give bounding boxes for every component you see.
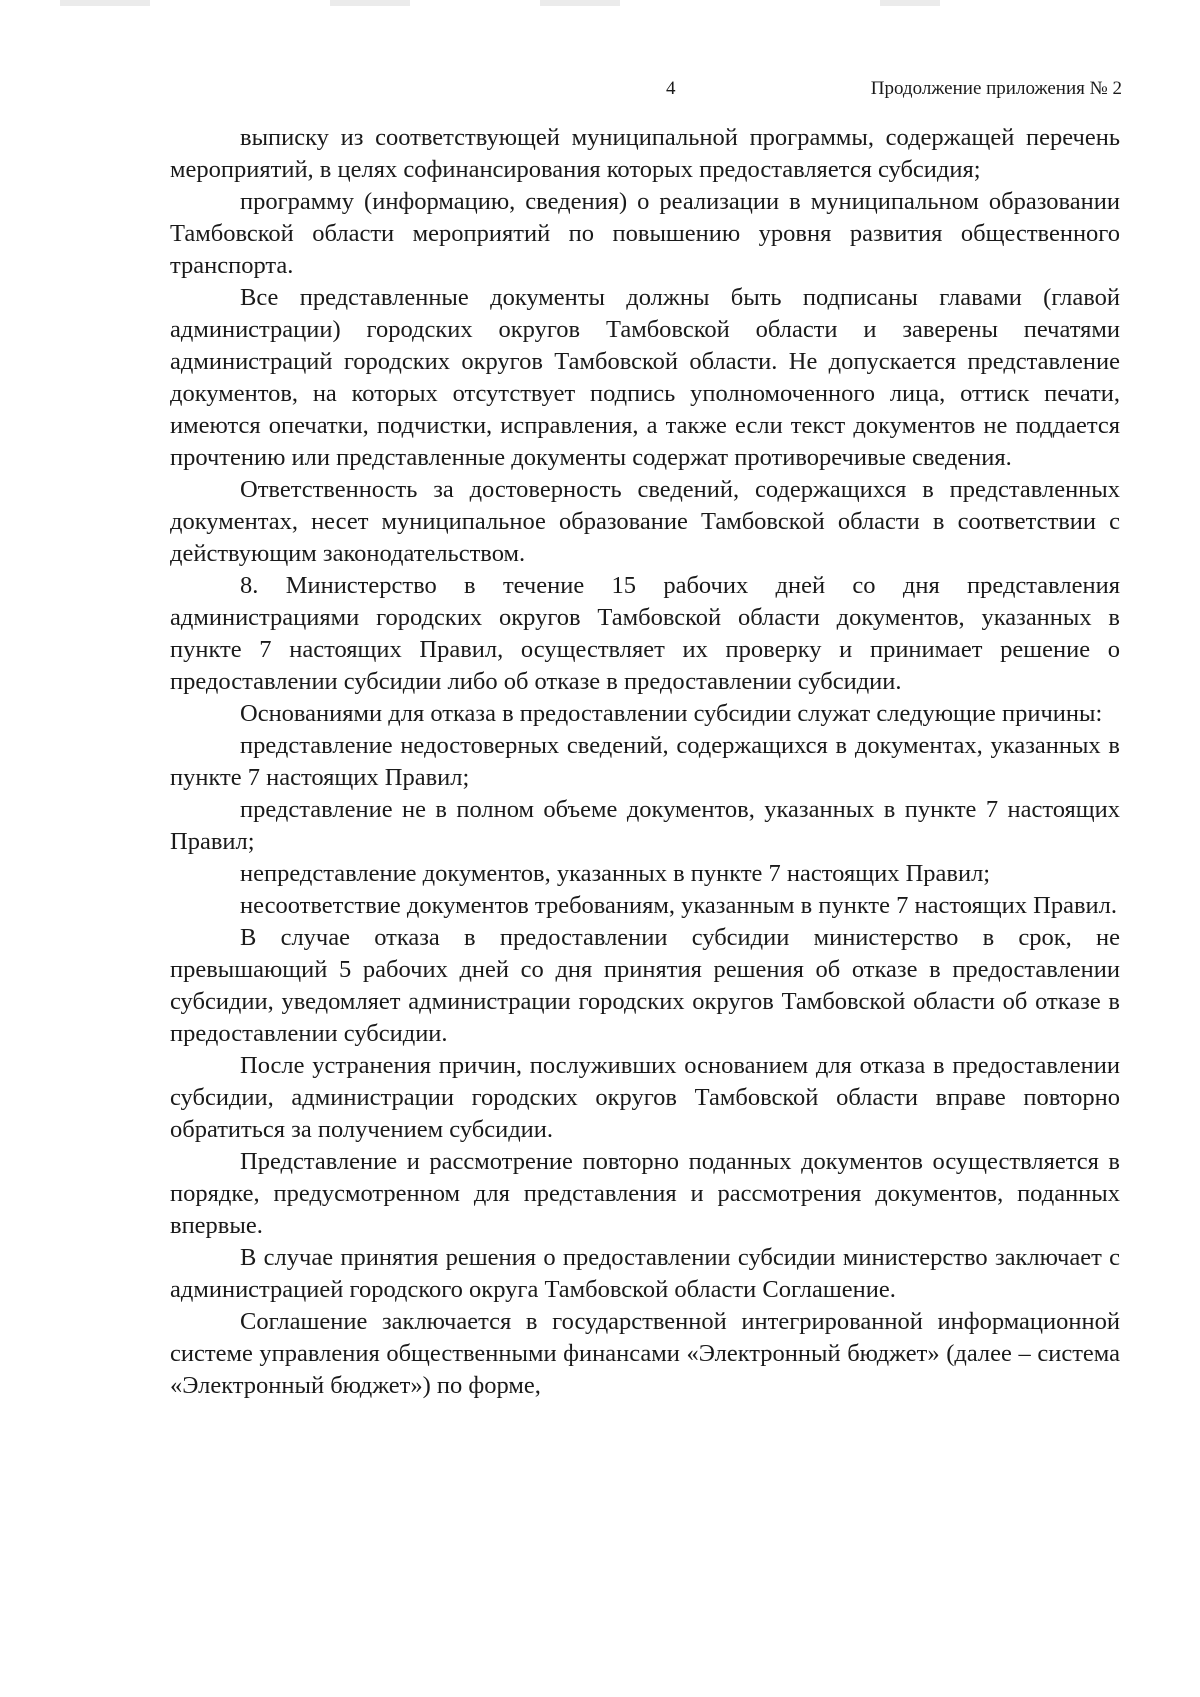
scan-artifact: [540, 0, 620, 6]
scan-artifact: [330, 0, 410, 6]
page-number: 4: [666, 78, 676, 99]
paragraph: Ответственность за достоверность сведений, содержащихся в представленных документах, несет муниципальное образование Тамбовской области в соответствии с действующим законодательством.: [170, 476, 1120, 567]
paragraph: программу (информацию, сведения) о реализации в муниципальном образовании Тамбовской области мероприятий по повышению уровня развития общественного транспорта.: [170, 188, 1120, 279]
paragraph: 8. Министерство в течение 15 рабочих дней со дня представления администрациями городских округов Тамбовской области документов, указанных в пункте 7 настоящих Правил, осуществляет их проверку и принимает решение о предоставлении субсидии либо об отказе в предоставлении субсидии.: [170, 572, 1120, 695]
paragraph: непредставление документов, указанных в пункте 7 настоящих Правил;: [240, 860, 991, 887]
paragraph: После устранения причин, послуживших основанием для отказа в предоставлении субсидии, администрации городских округов Тамбовской области вправе повторно обратиться за получением субсидии.: [170, 1052, 1120, 1143]
paragraph: В случае отказа в предоставлении субсидии министерство в срок, не превышающий 5 рабочих дней со дня принятия решения об отказе в предоставлении субсидии, уведомляет администрации городских округов Тамбовской области об отказе в предоставлении субсидии.: [170, 924, 1120, 1047]
scan-artifact: [880, 0, 940, 6]
paragraph: выписку из соответствующей муниципальной программы, содержащей перечень мероприятий, в целях софинансирования которых предоставляется субсидия;: [170, 124, 1120, 183]
paragraph: Представление и рассмотрение повторно поданных документов осуществляется в порядке, предусмотренном для представления и рассмотрения документов, поданных впервые.: [170, 1148, 1120, 1239]
paragraph: представление не в полном объеме документов, указанных в пункте 7 настоящих Правил;: [170, 796, 1120, 855]
paragraph: Соглашение заключается в государственной интегрированной информационной системе управления общественными финансами «Электронный бюджет» (далее – система «Электронный бюджет») по форме,: [170, 1308, 1120, 1399]
paragraph: несоответствие документов требованиям, указанным в пункте 7 настоящих Правил.: [240, 892, 1117, 919]
paragraph: Все представленные документы должны быть подписаны главами (главой администрации) городских округов Тамбовской области и заверены печатями администраций городских округов Тамбовской области. Не допускается представление документов, на которых отсутствует подпись уполномоченного лица, оттиск печати, имеются опечатки, подчистки, исправления, а также если текст документов не поддается прочтению или представленные документы содержат противоречивые сведения.: [170, 284, 1120, 471]
appendix-continuation-note: Продолжение приложения № 2: [870, 78, 1122, 99]
paragraph: В случае принятия решения о предоставлении субсидии министерство заключает с администрацией городского округа Тамбовской области Соглашение.: [170, 1244, 1120, 1303]
document-body: [170, 122, 1120, 1402]
paragraph: Основаниями для отказа в предоставлении субсидии служат следующие причины:: [240, 700, 1103, 727]
page-header: [0, 78, 1200, 108]
paragraph: представление недостоверных сведений, содержащихся в документах, указанных в пункте 7 настоящих Правил;: [170, 732, 1120, 791]
scan-artifact: [60, 0, 150, 6]
